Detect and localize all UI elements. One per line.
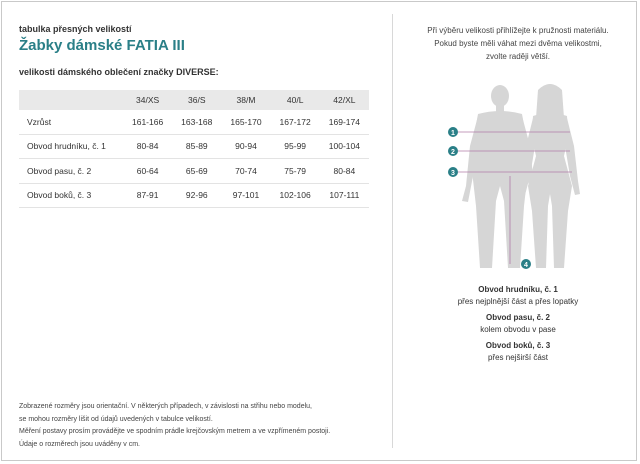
row-label: Obvod boků, č. 3 <box>19 183 123 208</box>
table-cell: 87-91 <box>123 183 172 208</box>
product-title: Žabky dámské FATIA III <box>19 37 185 54</box>
table-cell: 70-74 <box>221 159 270 184</box>
marker-label: 3 <box>451 170 455 177</box>
female-silhouette-icon <box>520 84 580 268</box>
column-header: 34/XS <box>123 90 172 110</box>
hint-line: Pokud byste měli váhat mezi dvěma velikostmi, <box>434 39 602 48</box>
table-cell: 97-101 <box>221 183 270 208</box>
table-row <box>19 134 369 159</box>
row-label: Obvod pasu, č. 2 <box>19 159 123 184</box>
column-header: 36/S <box>172 90 221 110</box>
table-heading: velikosti dámského oblečení značky DIVERSE: <box>19 67 219 77</box>
legend-desc: kolem obvodu v pase <box>480 325 556 334</box>
table-cell: 65-69 <box>172 159 221 184</box>
size-hint <box>400 24 636 63</box>
table-row <box>19 183 369 208</box>
table-cell: 100-104 <box>320 134 369 159</box>
size-table-subtitle: tabulka přesných velikostí <box>19 24 132 34</box>
table-cell: 90-94 <box>221 134 270 159</box>
hint-line: Při výběru velikosti přihlížejte k pružnosti materiálu. <box>427 26 609 35</box>
row-label: Vzrůst <box>19 110 123 134</box>
table-corner <box>19 90 123 110</box>
table-cell: 107-111 <box>320 183 369 208</box>
legend-desc: přes nejširší část <box>487 353 549 362</box>
note-line: Zobrazené rozměry jsou orientační. V některých případech, v závislosti na střihu nebo modelu, <box>19 403 312 410</box>
table-row <box>19 159 369 184</box>
table-cell: 60-64 <box>123 159 172 184</box>
measurement-notes <box>19 401 330 451</box>
hint-line: zvolte raději větší. <box>485 52 551 61</box>
note-line: Měření postavy prosím provádějte ve spodním prádle krejčovským metrem a ve vzpřímeném postoji. <box>19 428 331 435</box>
marker-label: 4 <box>524 262 528 269</box>
legend-title: Obvod boků, č. 3 <box>485 341 551 350</box>
marker-4-icon <box>521 259 531 269</box>
legend-desc: přes nejplnější část a přes lopatky <box>457 297 579 306</box>
table-cell: 92-96 <box>172 183 221 208</box>
table-header-row <box>19 90 369 110</box>
marker-1-icon <box>448 127 458 137</box>
table-cell: 169-174 <box>320 110 369 134</box>
measurement-legend <box>400 285 636 369</box>
table-row <box>19 110 369 134</box>
marker-2-icon <box>448 146 458 156</box>
table-cell: 80-84 <box>320 159 369 184</box>
table-cell: 165-170 <box>221 110 270 134</box>
marker-label: 1 <box>451 130 455 137</box>
table-cell: 95-99 <box>271 134 320 159</box>
legend-title: Obvod hrudníku, č. 1 <box>478 285 558 294</box>
legend-title: Obvod pasu, č. 2 <box>485 313 550 322</box>
table-cell: 85-89 <box>172 134 221 159</box>
size-table <box>19 90 369 208</box>
table-cell: 80-84 <box>123 134 172 159</box>
note-line: Údaje o rozměrech jsou uváděny v cm. <box>19 440 140 448</box>
column-header: 42/XL <box>320 90 369 110</box>
column-divider <box>392 14 393 448</box>
row-label: Obvod hrudníku, č. 1 <box>19 134 123 159</box>
table-cell: 167-172 <box>271 110 320 134</box>
marker-label: 2 <box>451 149 455 156</box>
body-measurement-figure <box>440 76 600 276</box>
marker-3-icon <box>448 167 458 177</box>
column-header: 40/L <box>271 90 320 110</box>
table-cell: 163-168 <box>172 110 221 134</box>
table-cell: 75-79 <box>271 159 320 184</box>
table-cell: 161-166 <box>123 110 172 134</box>
note-line: se mohou rozměry lišit od údajů uvedených v tabulce velikostí. <box>19 415 213 423</box>
column-header: 38/M <box>221 90 270 110</box>
table-cell: 102-106 <box>271 183 320 208</box>
